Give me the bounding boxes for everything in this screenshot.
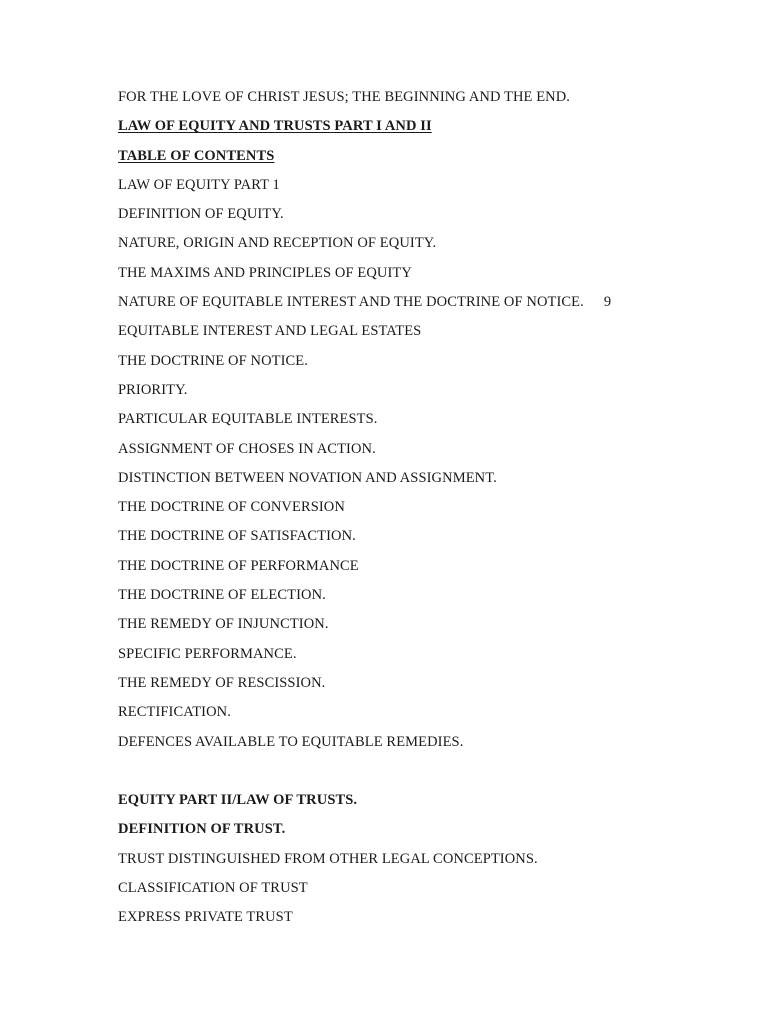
toc-entry: TRUST DISTINGUISHED FROM OTHER LEGAL CONCEPTIONS. — [118, 850, 538, 867]
toc-entry: SPECIFIC PERFORMANCE. — [118, 645, 297, 662]
toc-entry: THE REMEDY OF RESCISSION. — [118, 674, 326, 691]
blank-spacer — [118, 757, 718, 786]
toc-entry: THE DOCTRINE OF CONVERSION — [118, 499, 345, 516]
dedication-line: FOR THE LOVE OF CHRIST JESUS; THE BEGINNING AND THE END. — [118, 89, 571, 105]
toc-entry: THE DOCTRINE OF SATISFACTION. — [118, 528, 356, 545]
toc-entry: DEFENCES AVAILABLE TO EQUITABLE REMEDIES. — [118, 733, 464, 750]
toc-entry: EXPRESS PRIVATE TRUST — [118, 909, 293, 926]
document-title: LAW OF EQUITY AND TRUSTS PART I AND II — [118, 118, 432, 135]
part2-subheading: DEFINITION OF TRUST. — [118, 821, 286, 838]
toc-entry: DISTINCTION BETWEEN NOVATION AND ASSIGNMENT. — [118, 469, 497, 486]
part2-heading: EQUITY PART II/LAW OF TRUSTS. — [118, 792, 358, 809]
toc-entry: THE REMEDY OF INJUNCTION. — [118, 616, 329, 633]
toc-entry: DEFINITION OF EQUITY. — [118, 206, 284, 223]
page-number: 9 — [603, 294, 612, 311]
toc-entry: THE DOCTRINE OF PERFORMANCE — [118, 557, 359, 574]
toc-entry-with-page — [118, 288, 718, 317]
toc-entry: EQUITABLE INTEREST AND LEGAL ESTATES — [118, 323, 422, 340]
document-page — [118, 83, 718, 933]
toc-entry: NATURE, ORIGIN AND RECEPTION OF EQUITY. — [118, 235, 437, 252]
toc-entry: ASSIGNMENT OF CHOSES IN ACTION. — [118, 440, 376, 457]
toc-entry: RECTIFICATION. — [118, 704, 231, 721]
toc-entry-text: NATURE OF EQUITABLE INTEREST AND THE DOCTRINE OF NOTICE. — [118, 294, 584, 311]
toc-entry: THE MAXIMS AND PRINCIPLES OF EQUITY — [118, 264, 412, 281]
toc-entry: THE DOCTRINE OF NOTICE. — [118, 352, 308, 369]
toc-entry: PARTICULAR EQUITABLE INTERESTS. — [118, 411, 378, 428]
toc-entry: PRIORITY. — [118, 381, 188, 398]
part1-heading: LAW OF EQUITY PART 1 — [118, 176, 280, 193]
toc-entry: THE DOCTRINE OF ELECTION. — [118, 587, 326, 604]
toc-heading: TABLE OF CONTENTS — [118, 147, 275, 164]
toc-entry: CLASSIFICATION OF TRUST — [118, 880, 308, 897]
